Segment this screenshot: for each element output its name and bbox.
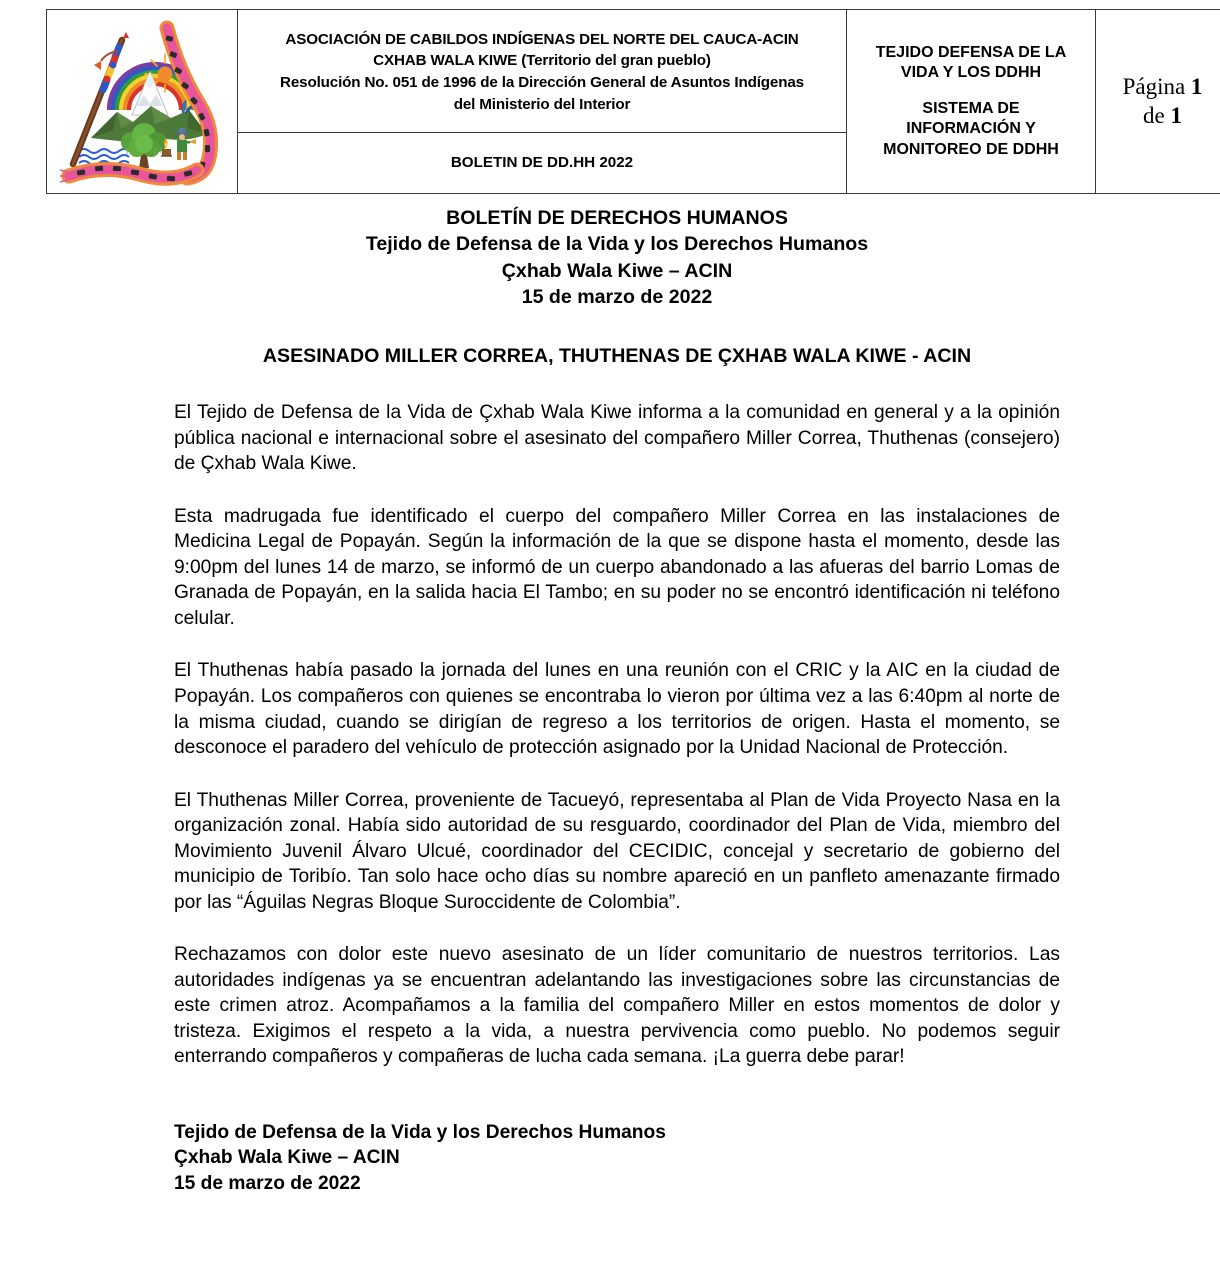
page-of-label: de [1143,102,1165,128]
paragraph-1: El Tejido de Defensa de la Vida de Çxhab Wala Kiwe informa a la comunidad en general y a la opinión pública nacional e internacional sobre el asesinato del compañero Miller Correa, Thuthenas (consejero) de Çxhab Wala Kiwe. [174,402,1060,475]
signoff-line-2: Çxhab Wala Kiwe – ACIN [174,1147,400,1169]
document-header-table [46,9,1220,194]
document-body [174,205,1060,1197]
org-line-1: ASOCIACIÓN DE CABILDOS INDÍGENAS DEL NORTE DEL CAUCA-ACIN [285,30,799,48]
sistema-line-1: SISTEMA DE [922,99,1020,117]
acin-emblem-icon [47,18,233,186]
sistema-line-3: MONITOREO DE DDHH [883,140,1059,158]
page-label-line [1102,73,1220,102]
signature-block [174,1120,1060,1197]
signoff-line-3: 15 de marzo de 2022 [174,1172,361,1194]
page-number: 1 [1190,73,1203,99]
signoff-line-1: Tejido de Defensa de la Vida y los Derechos Humanos [174,1121,666,1143]
title-line-3: Çxhab Wala Kiwe – ACIN [501,259,733,282]
page-label: Página [1122,73,1186,99]
title-line-2: Tejido de Defensa de la Vida y los Derechos Humanos [365,233,869,256]
org-line-4: del Ministerio del Interior [453,95,631,113]
boletin-year-cell [238,133,847,194]
boletin-label: BOLETIN DE DD.HH 2022 [450,154,634,172]
tejido-spacer [855,84,1087,99]
org-line-3: Resolución No. 051 de 1996 de la Dirección General de Asuntos Indígenas [280,74,804,91]
tejido-line-2: VIDA Y LOS DDHH [900,64,1042,82]
sistema-line-2: INFORMACIÓN Y [906,120,1036,138]
page-title [174,205,1060,311]
page-number-cell [1096,10,1220,194]
title-line-4: 15 de marzo de 2022 [521,286,713,309]
tejido-system-cell [847,10,1096,194]
organization-name-cell [238,10,847,133]
paragraph-5: Rechazamos con dolor este nuevo asesinato de un líder comunitario de nuestros territorios. Las autoridades indígenas ya se encuentran adelantando las investigaciones sobre las circunstancias de este crimen atroz. Acompañamos a la familia del compañero Miller en estos momentos de dolor y tristeza. Exigimos el respeto a la vida, a nuestra pervivencia como pueblo. No podemos seguir enterrando compañeros y compañeras de lucha cada semana. ¡La guerra debe parar! [174,944,1060,1068]
tejido-line-1: TEJIDO DEFENSA DE LA [875,43,1067,61]
org-line-2: CXHAB WALA KIWE (Territorio del gran pueblo) [373,52,711,70]
page-total: 1 [1170,102,1182,128]
paragraph-4: El Thuthenas Miller Correa, proveniente de Tacueyó, representaba al Plan de Vida Proyecto Nasa en la organización zonal. Había sido autoridad de su resguardo, coordinador del Plan de Vida, miembro del Movimiento Juvenil Álvaro Ulcué, coordinador del CECIDIC, concejal y secretario de gobierno del municipio de Toribío. Tan solo hace ocho días su nombre apareció en un panfleto amenazante firmado por las “Águilas Negras Bloque Suroccidente de Colombia”. [174,789,1060,913]
paragraph-3: El Thuthenas había pasado la jornada del lunes en una reunión con el CRIC y la AIC en la ciudad de Popayán. Los compañeros con quienes se encontraba lo vieron por última vez a las 6:40pm al norte de la misma ciudad, cuando se dirigían de regreso a los territorios de origen. Hasta el momento, se desconoce el paradero del vehículo de protección asignado por la Unidad Nacional de Protección. [174,660,1060,759]
paragraph-2: Esta madrugada fue identificado el cuerpo del compañero Miller Correa en las instalaciones de Medicina Legal de Popayán. Según la información de la que se dispone hasta el momento, desde las 9:00pm del lunes 14 de marzo, se informó de un cuerpo abandonado a las afueras del barrio Lomas de Granada de Popayán, en la salida hacia El Tambo; en su poder no se encontró identificación ni teléfono celular. [174,505,1060,629]
section-title: ASESINADO MILLER CORREA, THUTHENAS DE ÇXHAB WALA KIWE - ACIN [262,344,972,367]
page-total-line [1102,102,1220,131]
title-line-1: BOLETÍN DE DERECHOS HUMANOS [446,207,788,229]
acin-logo-cell [47,10,238,194]
